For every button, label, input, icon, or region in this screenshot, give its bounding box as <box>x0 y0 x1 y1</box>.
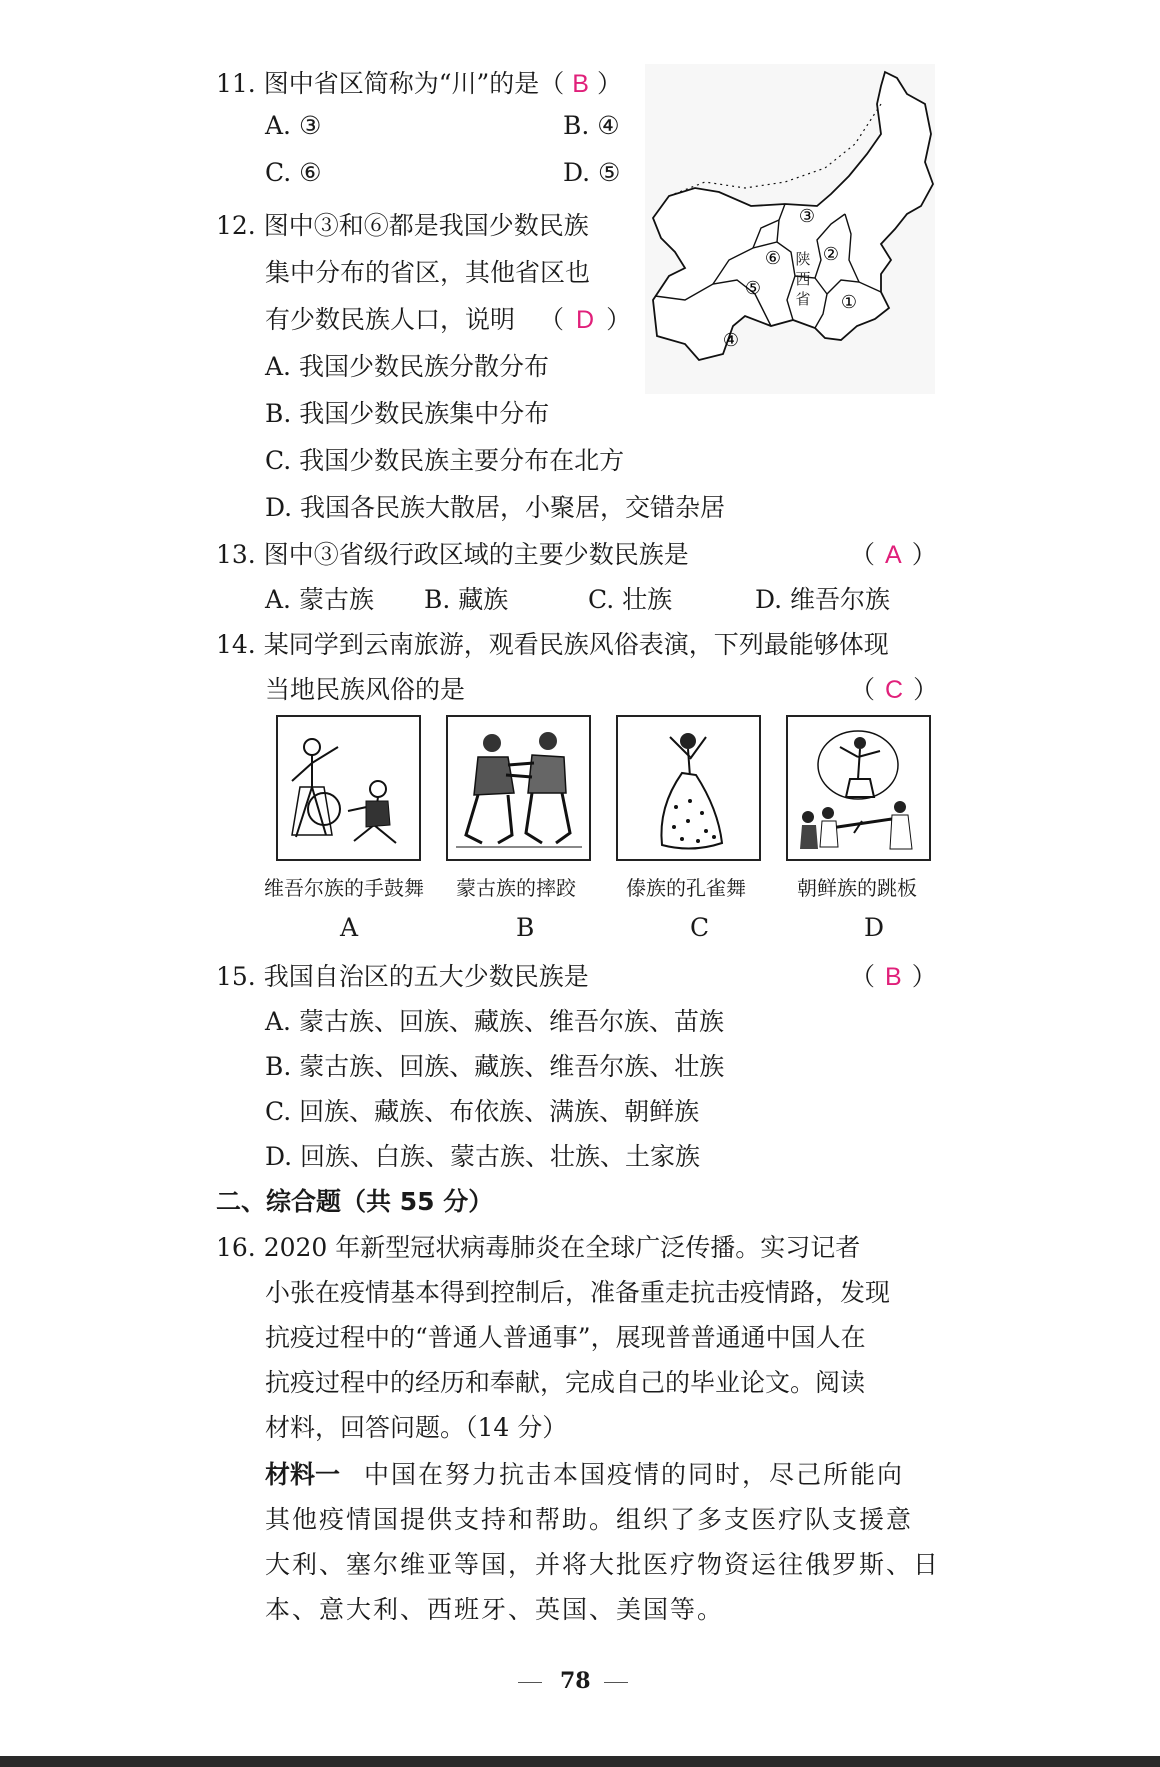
q15-answer: B <box>885 963 902 991</box>
q16-line1: 16. 2020 年新型冠状病毒肺炎在全球广泛传播。实习记者 <box>216 1233 861 1262</box>
q16-line4: 抗疫过程中的经历和奉献，完成自己的毕业论文。阅读 <box>265 1368 866 1397</box>
q15-stem: 15. 我国自治区的五大少数民族是 <box>216 962 589 991</box>
q14-answer-bracket: （ C ） <box>850 675 939 704</box>
map-label-4: ④ <box>722 330 740 351</box>
q12-option-d: D. 我国各民族大散居，小聚居，交错杂居 <box>265 493 726 522</box>
q13-option-b: B. 藏族 <box>424 585 509 614</box>
q12-option-a: A. 我国少数民族分散分布 <box>265 352 549 381</box>
map-label-2: ② <box>822 244 840 265</box>
q14-answer: C <box>885 676 904 704</box>
letter-d: D <box>864 913 885 942</box>
map-label-3: ③ <box>798 206 816 227</box>
q11-option-c: C. ⑥ <box>265 158 322 187</box>
q13-answer: A <box>885 541 902 569</box>
image-korean-seesaw <box>786 715 931 861</box>
q13-stem: 13. 图中③省级行政区域的主要少数民族是 <box>216 540 689 569</box>
q11-answer: B <box>572 70 589 98</box>
q16-line5: 材料，回答问题。（14 分） <box>265 1413 568 1442</box>
q16-line3: 抗疫过程中的“普通人普通事”，展现普普通通中国人在 <box>265 1323 866 1352</box>
q11-option-b: B. ④ <box>563 111 620 140</box>
q13-option-d: D. 维吾尔族 <box>755 585 891 614</box>
q14-line2: 当地民族风俗的是 <box>265 675 466 704</box>
q15-option-d: D. 回族、白族、蒙古族、壮族、土家族 <box>265 1142 701 1171</box>
q16-material-line2: 其他疫情国提供支持和帮助。组织了多支医疗队支援意 <box>265 1505 914 1534</box>
q12-line1: 12. 图中③和⑥都是我国少数民族 <box>216 211 589 240</box>
q16-material-line3: 大利、塞尔维亚等国，并将大批医疗物资运往俄罗斯、日 <box>265 1550 941 1579</box>
caption-c: 傣族的孔雀舞 <box>626 876 746 900</box>
map-label-1: ① <box>840 292 858 313</box>
letter-a: A <box>340 913 359 942</box>
q11-stem: 11. 图中省区简称为“川”的是（ B ） <box>216 69 622 98</box>
q13-answer-bracket: （ A ） <box>850 540 937 569</box>
map-label-5: ⑤ <box>744 278 762 299</box>
q11-option-a: A. ③ <box>265 111 322 140</box>
q13-option-c: C. 壮族 <box>588 585 673 614</box>
map-label-6: ⑥ <box>764 248 782 269</box>
page-number: 78 <box>560 1668 591 1694</box>
q14-line1: 14. 某同学到云南旅游，观看民族风俗表演，下列最能够体现 <box>216 630 889 659</box>
letter-c: C <box>690 913 710 942</box>
map-province-shaanxi: 陕西省 <box>795 250 811 308</box>
q16-line2: 小张在疫情基本得到控制后，准备重走抗击疫情路，发现 <box>265 1278 891 1307</box>
q11-option-d: D. ⑤ <box>563 158 621 187</box>
q15-answer-bracket: （ B ） <box>850 962 937 991</box>
q15-option-c: C. 回族、藏族、布依族、满族、朝鲜族 <box>265 1097 700 1126</box>
image-mongolian-wrestling <box>446 715 591 861</box>
q13-option-a: A. 蒙古族 <box>265 585 374 614</box>
bottom-bar <box>0 1756 1160 1767</box>
image-uyghur-drum-dance <box>276 715 421 861</box>
q16-material-line1: 材料一 中国在努力抗击本国疫情的同时，尽己所能向 <box>265 1460 905 1489</box>
q12-line2: 集中分布的省区，其他省区也 <box>265 258 591 287</box>
q12-option-b: B. 我国少数民族集中分布 <box>265 399 550 428</box>
caption-b: 蒙古族的摔跤 <box>456 876 576 900</box>
material-label: 材料一 <box>265 1460 341 1489</box>
footer-dash-right <box>604 1682 628 1683</box>
q12-option-c: C. 我国少数民族主要分布在北方 <box>265 446 625 475</box>
image-dai-peacock-dance <box>616 715 761 861</box>
china-northwest-map <box>645 64 935 394</box>
q12-answer: D <box>576 306 595 334</box>
section-title: 二、综合题（共 55 分） <box>216 1187 494 1216</box>
q15-option-b: B. 蒙古族、回族、藏族、维吾尔族、壮族 <box>265 1052 725 1081</box>
q16-material-line4: 本、意大利、西班牙、英国、美国等。 <box>265 1595 725 1624</box>
caption-a: 维吾尔族的手鼓舞 <box>264 876 424 900</box>
letter-b: B <box>516 913 535 942</box>
q12-line3: 有少数民族人口，说明 （ D ） <box>265 305 632 334</box>
footer-dash-left <box>518 1682 542 1683</box>
caption-d: 朝鲜族的跳板 <box>797 876 917 900</box>
q15-option-a: A. 蒙古族、回族、藏族、维吾尔族、苗族 <box>265 1007 724 1036</box>
